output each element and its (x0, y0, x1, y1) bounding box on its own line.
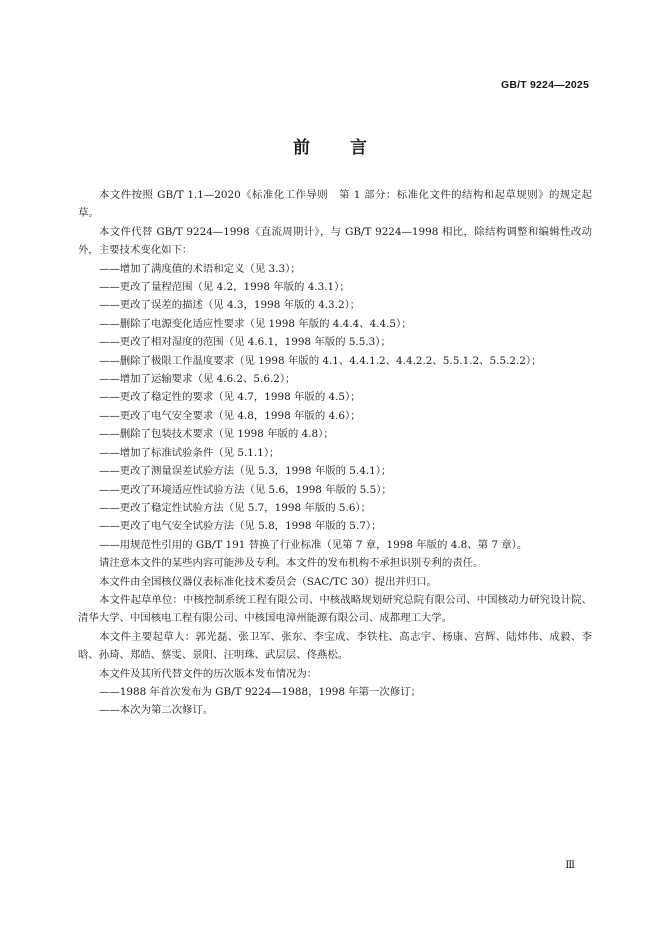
paragraph-patent-notice: 请注意本文件的某些内容可能涉及专利。本文件的发布机构不承担识别专利的责任。 (99, 557, 484, 570)
list-item: ——更改了稳定性试验方法（见 5.7，1998 年版的 5.6）； (99, 501, 372, 514)
page-number: Ⅲ (565, 860, 575, 871)
list-item: ——增加了满度值的术语和定义（见 3.3）； (99, 262, 301, 275)
list-item: ——删除了包装技术要求（见 1998 年版的 4.8）； (99, 428, 334, 441)
version-history-list (78, 683, 592, 720)
list-item: ——更改了相对湿度的范围（见 4.6.1，1998 年版的 5.5.3）； (99, 336, 391, 349)
list-item: ——更改了稳定性的要求（见 4.7，1998 年版的 4.5）； (99, 391, 361, 404)
list-item: ——更改了误差的描述（见 4.3，1998 年版的 4.3.2）； (99, 299, 361, 312)
list-item: ——增加了运输要求（见 4.6.2、5.6.2）； (99, 373, 296, 386)
standard-number: GB/T 9224—2025 (500, 79, 589, 91)
list-item: ——1988 年首次发布为 GB/T 9224—1988，1998 年第一次修订； (99, 685, 421, 698)
paragraph-replacement: 本文件代替 GB/T 9224—1998《直流周期计》，与 GB/T 9224—1998 相比，除结构调整和编辑性改动外，主要技术变化如下： (78, 225, 592, 257)
list-item: ——删除了极限工作温度要求（见 1998 年版的 4.1、4.4.1.2、4.4.2.2、5.5.1.2、5.5.2.2）； (99, 354, 542, 367)
paragraph-drafters: 本文件主要起草人：郭光磊、张卫军、张东、李宝成、李铁柱、高志宇、杨康、宫辉、陆炜伟、成毅、李晗、孙琦、郑皓、蔡雯、景阳、汪明珠、武层层、佟燕松。 (78, 630, 592, 662)
list-item: ——删除了电源变化适应性要求（见 1998 年版的 4.4.4、4.4.5）； (99, 317, 412, 330)
paragraph-drafting-units: 本文件起草单位：中核控制系统工程有限公司、中核战略规划研究总院有限公司、中国核动力研究设计院、清华大学、中国核电工程有限公司、中核国电漳州能源有限公司、成都理工大学。 (78, 593, 592, 625)
list-item: ——更改了电气安全要求（见 4.8，1998 年版的 4.6）； (99, 409, 361, 422)
paragraph-drafting-rules: 本文件按照 GB/T 1.1—2020《标准化工作导则 第 1 部分：标准化文件的结构和起草规则》的规定起草。 (78, 189, 592, 220)
list-item: ——更改了测量误差试验方法（见 5.3，1998 年版的 5.4.1）； (99, 465, 392, 478)
list-item: ——更改了环境适应性试验方法（见 5.6，1998 年版的 5.5）； (99, 483, 392, 496)
paragraph-history-intro: 本文件及其所代替文件的历次版本发布情况为： (99, 667, 318, 680)
list-item: ——更改了电气安全试验方法（见 5.8，1998 年版的 5.7）； (99, 520, 382, 533)
title-part-2: 言 (350, 138, 369, 158)
list-item: ——更改了量程范围（见 4.2，1998 年版的 4.3.1）； (99, 281, 350, 294)
title-part-1: 前 (293, 138, 312, 158)
list-item: ——增加了标准试验条件（见 5.1.1）； (99, 446, 280, 459)
list-item: ——用规范性引用的 GB/T 191 替换了行业标准（见第 7 章，1998 年版的 4.8、第 7 章）。 (99, 538, 528, 551)
foreword-body (78, 186, 592, 720)
technical-changes-list (78, 260, 592, 555)
paragraph-proposer: 本文件由全国核仪器仪表标准化技术委员会（SAC/TC 30）提出并归口。 (99, 575, 438, 588)
list-item: ——本次为第二次修订。 (99, 704, 214, 717)
page-title (0, 133, 662, 158)
